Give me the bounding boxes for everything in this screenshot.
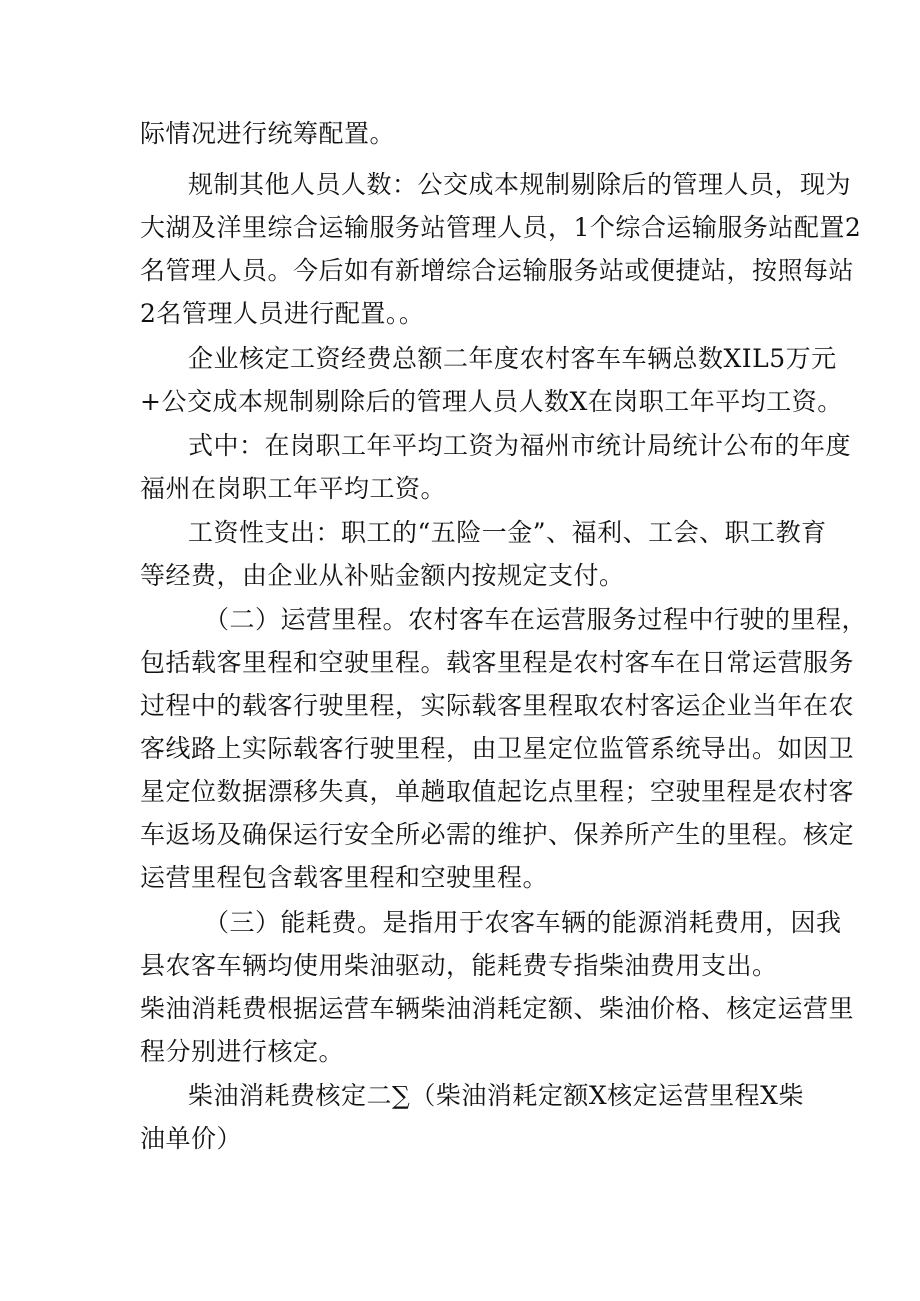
text-line-24: 油单价） xyxy=(140,1124,243,1153)
text-line-9: 福州在岗职工年平均工资。 xyxy=(140,474,447,503)
text-line-21: 柴油消耗费根据运营车辆柴油消耗定额、柴油价格、核定运营里 xyxy=(140,994,855,1023)
text-line-3: 大湖及洋里综合运输服务站管理人员，1个综合运输服务站配置2 xyxy=(140,213,862,242)
text-line-1: 际情况进行统筹配置。 xyxy=(140,119,396,148)
text-line-8: 式中：在岗职工年平均工资为福州市统计局统计公布的年度 xyxy=(188,431,852,460)
text-line-10: 工资性支出：职工的“五险一金”、福利、工会、职工教育 xyxy=(188,518,827,547)
text-line-15: 客线路上实际载客行驶里程，由卫星定位监管系统导出。如因卫 xyxy=(140,734,855,763)
text-line-2: 规制其他人员人数：公交成本规制剔除后的管理人员，现为 xyxy=(188,170,852,199)
text-line-14: 过程中的载客行驶里程，实际载客里程取农村客运企业当年在农 xyxy=(140,691,855,720)
text-line-16: 星定位数据漂移失真，单趟取值起讫点里程；空驶里程是农村客 xyxy=(140,777,855,806)
text-line-18: 运营里程包含载客里程和空驶里程。 xyxy=(140,863,549,892)
text-line-11: 等经费，由企业从补贴金额内按规定支付。 xyxy=(140,561,625,590)
text-line-6: 企业核定工资经费总额二年度农村客车车辆总数XIL5万元 xyxy=(188,344,837,373)
text-line-17: 车返场及确保运行安全所必需的维护、保养所产生的里程。核定 xyxy=(140,820,855,849)
text-line-23: 柴油消耗费核定二∑（柴油消耗定额X核定运营里程X柴 xyxy=(188,1081,804,1110)
text-line-7: +公交成本规制剔除后的管理人员人数X在岗职工年平均工资。 xyxy=(140,387,843,416)
text-line-13: 包括载客里程和空驶里程。载客里程是农村客车在日常运营服务 xyxy=(140,648,855,677)
text-line-20: 县农客车辆均使用柴油驱动，能耗费专指柴油费用支出。 xyxy=(140,951,778,980)
text-line-22: 程分别进行核定。 xyxy=(140,1037,345,1066)
text-line-5: 2名管理人员进行配置。。 xyxy=(140,299,425,328)
text-line-12: （二）运营里程。农村客车在运营服务过程中行驶的里程， xyxy=(204,605,868,634)
text-line-19: （三）能耗费。是指用于农客车辆的能源消耗费用，因我 xyxy=(204,908,842,937)
text-line-4: 名管理人员。今后如有新增综合运输服务站或便捷站，按照每站 xyxy=(140,256,855,285)
